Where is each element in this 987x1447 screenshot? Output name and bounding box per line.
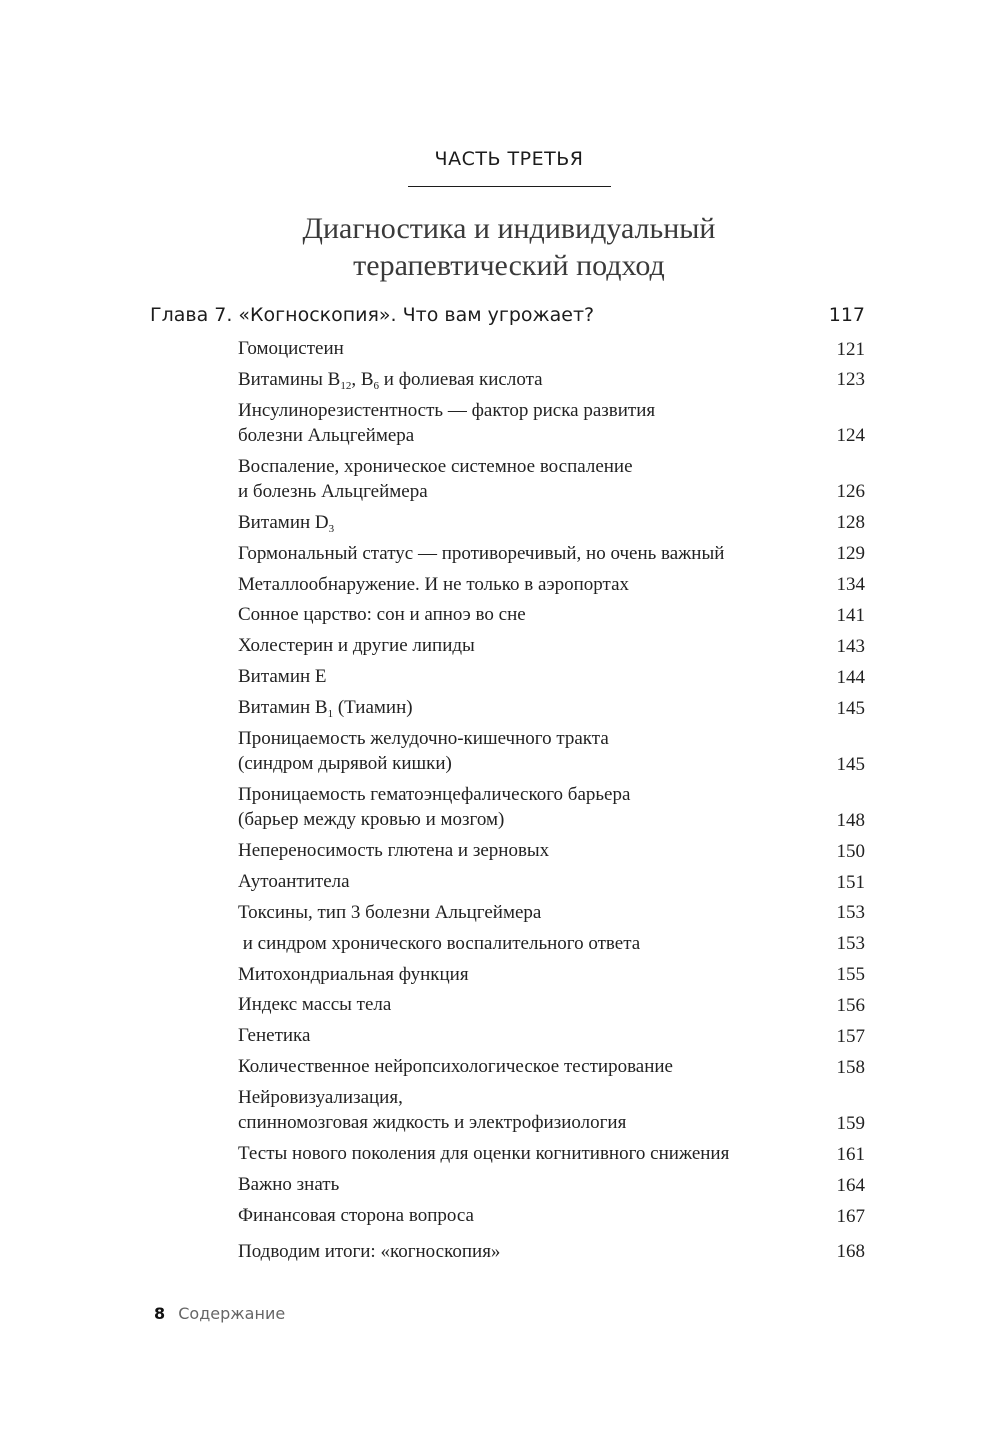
toc-entry[interactable] [238,931,865,962]
toc-entry-title: Количественное нейропсихологическое тестирование [238,1056,673,1078]
toc-entry-title [238,367,865,392]
part-label: ЧАСТЬ ТРЕТЬЯ [434,148,584,170]
toc-entry-page: 153 [836,933,865,955]
toc-entry-title: Холестерин и другие липиды [238,635,475,657]
subscript: 6 [373,379,380,392]
part-title-line-2: терапевтический подход [353,249,665,282]
toc-entry-title: Тесты нового поколения для оценки когнитивного снижения [238,1143,730,1165]
toc-entry-page: 151 [836,871,865,893]
toc-entry-page: 144 [836,666,865,688]
toc-entry-title: Гормональный статус — противоречивый, но очень важный [238,542,725,564]
toc-entry-text-part: Витамины B [238,368,341,390]
toc-entry[interactable] [238,572,865,603]
part-title [0,210,987,284]
toc-entry[interactable] [238,1085,865,1141]
toc-entry-title-line-1: Проницаемость желудочно-кишечного тракта [238,728,609,750]
page-footer [154,1304,285,1323]
toc-entry-page: 164 [836,1174,865,1196]
toc-entry[interactable] [238,367,865,398]
toc-entry-page: 145 [836,753,865,775]
toc-entry-page: 121 [836,338,865,360]
toc-entry-text-part: Витамин D [238,511,329,533]
toc-entry-title-line-1: Нейровизуализация, [238,1087,403,1109]
toc-entry-text-part: и фолиевая кислота [379,368,543,390]
toc-entry-page: 126 [836,481,865,503]
toc-entry[interactable] [238,900,865,931]
footer-section-title: Содержание [178,1304,286,1323]
toc-entry[interactable] [238,1054,865,1085]
toc-entry[interactable] [238,1239,865,1270]
toc-entry[interactable] [238,1172,865,1203]
toc-entry-title: и синдром хронического воспалительного ответа [238,932,641,954]
toc-entry-page: 123 [836,369,865,391]
toc-entry[interactable] [238,602,865,633]
toc-entry-page: 159 [836,1112,865,1134]
toc-entry[interactable] [238,782,865,838]
subscript: 1 [327,708,334,721]
toc-entry-title-line-1: Проницаемость гематоэнцефалического барьера [238,784,631,806]
footer-page-number: 8 [154,1304,166,1323]
toc-entry-title-line-1: Инсулинорезистентность — фактор риска развития [238,399,656,421]
toc-entry[interactable] [238,695,865,726]
toc-entry[interactable] [238,838,865,869]
toc-entry-page: 161 [836,1143,865,1165]
toc-entry[interactable] [238,454,865,510]
toc-entry[interactable] [238,510,865,541]
toc-entry-title: Металлообнаружение. И не только в аэропортах [238,573,630,595]
toc-entry-title: Митохондриальная функция [238,963,469,985]
toc-entry-page: 167 [836,1205,865,1227]
toc-entry-page: 124 [836,425,865,447]
toc-entry-title: Витамин E [238,666,327,688]
toc-entry[interactable] [238,336,865,367]
toc-entry-title: Подводим итоги: «когноскопия» [238,1240,501,1262]
toc-entry-page: 153 [836,902,865,924]
toc-entry-page: 155 [836,964,865,986]
toc-entry-text-part: Витамин B [238,697,328,719]
toc-entry-title: Аутоантитела [238,870,350,892]
toc-entry[interactable] [238,962,865,993]
toc-entry-title-line-2: (барьер между кровью и мозгом) [238,809,505,831]
toc-entry-page: 145 [836,697,865,719]
toc-chapter-7[interactable] [150,304,865,330]
toc-entry-page: 143 [836,635,865,657]
toc-entry-title-line-2: (синдром дырявой кишки) [238,753,452,775]
subscript: 12 [340,379,352,392]
toc-entry[interactable] [238,633,865,664]
toc-entry-page: 148 [836,809,865,831]
toc-entry-title: Сонное царство: сон и апноэ во сне [238,604,526,626]
toc-entries [238,336,865,1270]
toc-entry-title-line-1: Воспаление, хроническое системное воспаление [238,455,633,477]
toc-entry[interactable] [238,1141,865,1172]
part-title-line-1: Диагностика и индивидуальный [302,212,716,245]
toc-entry-text-part: , B [351,368,374,390]
toc-entry[interactable] [238,1203,865,1234]
subscript: 3 [328,522,335,535]
toc-entry-title: Токсины, тип 3 болезни Альцгеймера [238,901,542,923]
toc-entry[interactable] [238,869,865,900]
toc-entry-page: 129 [836,543,865,565]
toc-entry-page: 156 [836,995,865,1017]
toc-entry-title: Важно знать [238,1174,340,1196]
toc-entry-page: 158 [836,1056,865,1078]
toc-entry-page: 157 [836,1025,865,1047]
toc-entry-title: Генетика [238,1025,311,1047]
toc-entry-text-part: (Тиамин) [333,697,413,719]
toc-entry[interactable] [238,992,865,1023]
toc-entry-title-line-2: и болезнь Альцгеймера [238,481,428,503]
toc-entry-page: 150 [836,840,865,862]
chapter-page-number: 117 [828,304,865,326]
toc-entry-page: 134 [836,574,865,596]
toc-entry-title [238,695,865,720]
toc-entry-title-line-2: спинномозговая жидкость и электрофизиология [238,1112,627,1134]
toc-entry[interactable] [238,398,865,454]
toc-entry-title [238,510,865,535]
toc-entry[interactable] [238,664,865,695]
toc-entry-title-line-2: болезни Альцгеймера [238,425,415,447]
toc-entry-page: 128 [836,512,865,534]
toc-entry[interactable] [238,1023,865,1054]
toc-entry[interactable] [238,541,865,572]
toc-entry-title: Гомоцистеин [238,338,344,359]
chapter-title: Глава 7. «Когноскопия». Что вам угрожает? [150,304,595,326]
toc-entry-title: Финансовая сторона вопроса [238,1204,474,1226]
toc-entry-page: 141 [836,605,865,627]
toc-entry-title: Непереносимость глютена и зерновых [238,840,550,862]
toc-entry-page: 168 [836,1241,865,1263]
toc-entry-title: Индекс массы тела [238,994,392,1016]
part-divider [408,186,611,187]
toc-entry[interactable] [238,726,865,782]
